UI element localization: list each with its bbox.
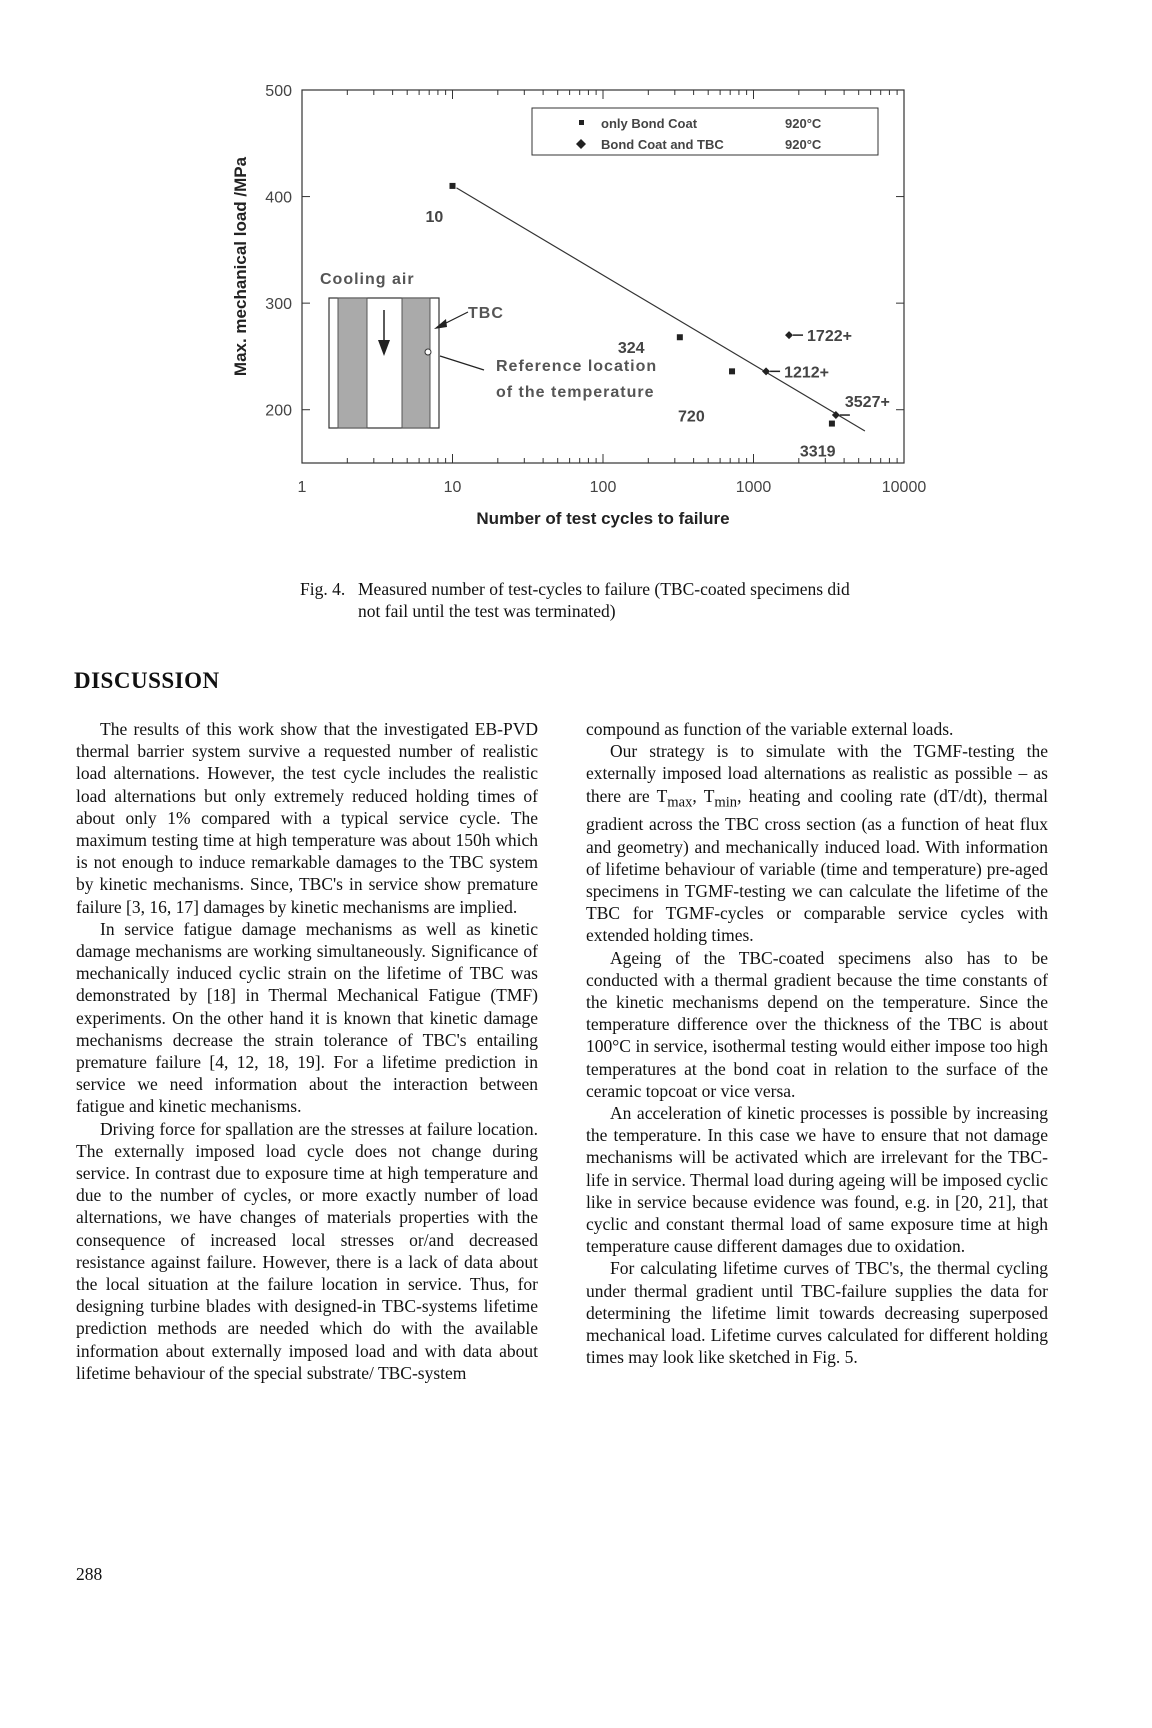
point-label: 3319 bbox=[799, 443, 836, 461]
inset-tbc-label: TBC bbox=[468, 305, 504, 322]
paragraph: In service fatigue damage mechanisms as well as kinetic damage mechanisms are working simultaneously. Significance of mechanically induced cyclic strain on the lifetime of TBC was demonstrated by [18] in Thermal Mechanical Fatigue (TMF) experiments. On the other hand it is known that kinetic damage mechanisms decrease the strain tolerance of TBC's entailing premature failure [4, 12, 18, 19]. For a lifetime prediction in service we need information about the interaction between fatigue and kinetic mechanisms. bbox=[76, 918, 538, 1117]
reference-arrow bbox=[440, 356, 484, 370]
point-label: 10 bbox=[425, 208, 444, 226]
caption-text: Measured number of test-cycles to failure (TBC-coated specimens did not fail until the test was terminated) bbox=[358, 579, 850, 621]
x-tick-label: 10 bbox=[443, 479, 462, 496]
paragraph: Ageing of the TBC-coated specimens also has to be conducted with a thermal gradient because the time constants of the kinetic mechanisms depend on the temperature. Since the temperature difference over the thickness of the TBC is about 100°C in service, isothermal testing would either impose too high temperatures at the bond coat in relation to the surface of the ceramic topcoat or vice versa. bbox=[586, 947, 1048, 1101]
y-axis-label: Max. mechanical load /MPa bbox=[231, 156, 250, 377]
point-bond-coat bbox=[677, 334, 683, 340]
left-column bbox=[76, 718, 538, 1384]
point-label: 3527+ bbox=[844, 394, 890, 412]
point-bond-coat bbox=[450, 183, 456, 189]
x-tick-label: 100 bbox=[589, 479, 617, 496]
y-tick-label: 300 bbox=[265, 296, 292, 314]
inset-reference-label: of the temperature bbox=[496, 384, 655, 401]
caption-label: Fig. 4. bbox=[300, 579, 346, 599]
x-tick-label: 10000 bbox=[881, 479, 927, 496]
point-label: 720 bbox=[678, 408, 705, 426]
y-tick-label: 500 bbox=[265, 83, 292, 100]
inset-wall-left bbox=[338, 298, 367, 428]
figure-4 bbox=[0, 0, 1152, 540]
paragraph: Our strategy is to simulate with the TGMF-testing the externally imposed load alternations as realistic as possible – as there are $T_{max}$, $T_{min}$, heating and cooling rate (dT/dt), thermal gradient across the TBC cross section (as a function of heat flux and geometry) and mechanically induced load. With information of lifetime behaviour of variable (time and temperature) pre-aged specimens in TGMF-testing we can calculate the lifetime of the TBC for TGMF-cycles or comparable service cycles with extended holding times. bbox=[586, 741, 1048, 946]
x-tick-label: 1 bbox=[297, 479, 307, 496]
y-tick-label: 400 bbox=[265, 189, 292, 207]
point-label: 1212+ bbox=[784, 364, 830, 382]
paragraph: For calculating lifetime curves of TBC's, the thermal cycling under thermal gradient until TBC-failure supplies the data for determining the lifetime limit towards decreasing superposed mechanical load. Lifetime curves calculated for different holding times may look like sketched in Fig. 5. bbox=[586, 1258, 1048, 1368]
legend-marker-square bbox=[579, 120, 584, 125]
inset-wall-right bbox=[402, 298, 430, 428]
legend-label: only Bond Coat bbox=[601, 116, 698, 131]
paragraph-continuation: compound as function of the variable external loads. bbox=[586, 719, 954, 739]
legend-temp: 920°C bbox=[785, 116, 822, 131]
inset-title: Cooling air bbox=[320, 271, 415, 288]
paragraph: Driving force for spallation are the stresses at failure location. The externally imposed load cycle does not change during service. In contrast due to exposure time at high temperature and due to the number of cycles, or more exactly number of load alternations, we have changes of materials properties with the consequence of increased local stresses or/and decreased resistance against failure. However, there is a lack of data about the local situation at the failure location in service. Thus, for designing turbine blades with designed-in TBC-systems lifetime prediction methods are needed which do with the available information about externally imposed load and with data about lifetime behaviour of the special substrate/ TBC-system bbox=[76, 1118, 538, 1383]
point-bond-coat bbox=[729, 368, 735, 374]
legend-temp: 920°C bbox=[785, 137, 822, 152]
point-bond-coat bbox=[829, 421, 835, 427]
reference-location-marker bbox=[425, 349, 431, 355]
inset-reference-label: Reference location bbox=[496, 358, 658, 375]
right-column bbox=[586, 718, 1048, 1368]
lifetime-chart bbox=[0, 0, 1152, 540]
point-label: 1722+ bbox=[807, 328, 852, 346]
page-number: 288 bbox=[76, 1564, 103, 1584]
x-tick-label: 1000 bbox=[735, 479, 772, 496]
point-tbc bbox=[785, 331, 793, 339]
y-tick-label: 200 bbox=[265, 402, 292, 420]
x-axis-label: Number of test cycles to failure bbox=[476, 509, 730, 528]
point-label: 324 bbox=[617, 340, 645, 358]
section-heading: DISCUSSION bbox=[74, 668, 220, 693]
paragraph: The results of this work show that the investigated EB-PVD thermal barrier system survive a requested number of realistic load alternations. However, the test cycle includes the realistic load alternations but only extremely reduced holding times of about only 1% compared with a typical service cycle. The maximum testing time at high temperature was about 150h which is not enough to induce remarkable damages to the TBC system by kinetic mechanisms. Since, TBC's in service show premature failure [3, 16, 17] damages by kinetic mechanisms are implied. bbox=[76, 719, 538, 917]
paragraph: An acceleration of kinetic processes is possible by increasing the temperature. In this case we have to ensure that not damage mechanisms will be activated which are irrelevant for the TBC-life in service. Thermal load during ageing will be imposed cyclic like in service because evidence was found, e.g. in [20, 21], that cyclic and constant thermal load of same exposure time at high temperature cause different damages due to oxidation. bbox=[586, 1102, 1048, 1257]
legend-label: Bond Coat and TBC bbox=[601, 137, 724, 152]
